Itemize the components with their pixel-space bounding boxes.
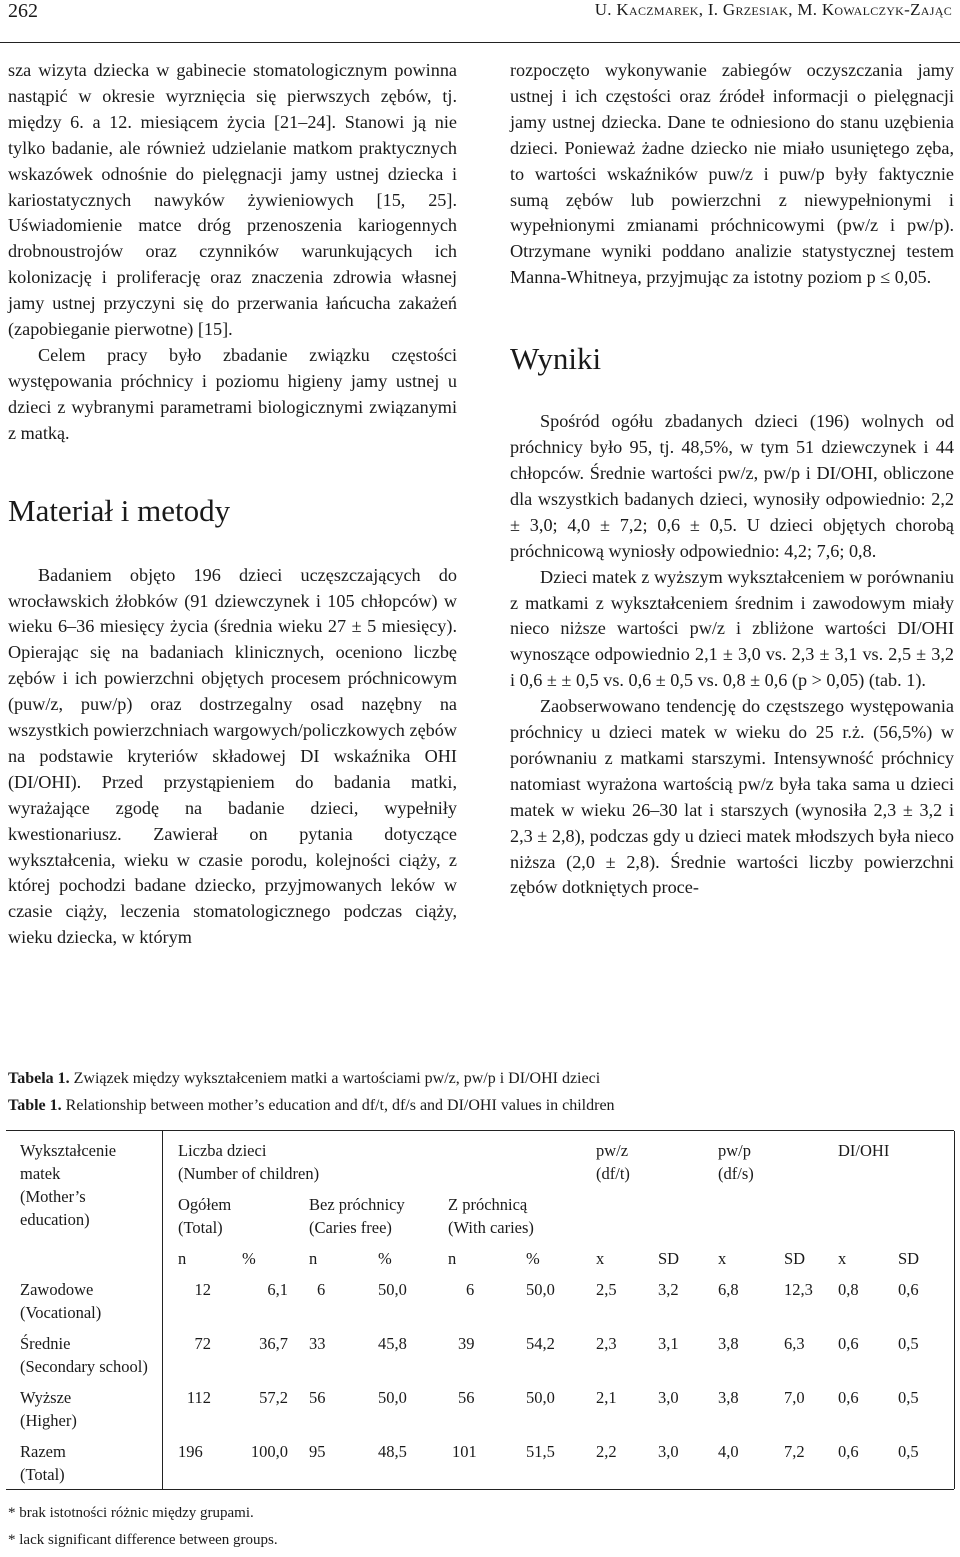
- table-cell: 95: [309, 1442, 326, 1461]
- table-cell: 50,0: [378, 1388, 407, 1407]
- header-cell: Bez próchnicy: [309, 1195, 405, 1214]
- table-cell: 3,1: [658, 1334, 679, 1353]
- table-cell: 4,0: [718, 1442, 739, 1461]
- header-cell: (Total): [178, 1218, 223, 1237]
- row-label: Średnie: [20, 1334, 71, 1353]
- table-cell: 57,2: [259, 1388, 288, 1407]
- table-cell: 51,5: [526, 1442, 555, 1461]
- header-cell: (With caries): [448, 1218, 534, 1237]
- running-head: U. Kaczmarek, I. Grzesiak, M. Kowalczyk-Zając: [594, 0, 952, 19]
- table-cell: 3,0: [658, 1388, 679, 1407]
- row-label: Razem: [20, 1442, 66, 1461]
- table-cell: 50,0: [526, 1280, 555, 1299]
- data-table: [6, 1130, 954, 1490]
- subheader-cell: x: [838, 1249, 847, 1268]
- table-divider: [954, 1131, 955, 1489]
- subheader-cell: %: [242, 1249, 256, 1268]
- header-cell: (df/s): [718, 1164, 754, 1183]
- table-cell: 36,7: [259, 1334, 288, 1353]
- table-cell: 54,2: [526, 1334, 555, 1353]
- table-cell: 2,1: [596, 1388, 617, 1407]
- row-label: (Total): [20, 1465, 65, 1484]
- table-cell: 48,5: [378, 1442, 407, 1461]
- table-cell: 0,6: [838, 1388, 859, 1407]
- subheader-cell: x: [718, 1249, 727, 1268]
- paragraph: Celem pracy było zbadanie związku częstości występowania próchnicy i poziomu higieny jamy ustnej u dzieci z wybranymi parametrami biologicznymi związanymi z matką.: [8, 344, 457, 443]
- subheader-cell: n: [448, 1249, 457, 1268]
- subheader-cell: x: [596, 1249, 605, 1268]
- caption-label: Tabela 1.: [8, 1070, 70, 1087]
- row-label: Zawodowe: [20, 1280, 94, 1299]
- row-label: Wyższe: [20, 1388, 72, 1407]
- table-cell: 0,5: [898, 1442, 919, 1461]
- header-cell: Z próchnicą: [448, 1195, 528, 1214]
- header-cell: (Mother’s: [20, 1187, 86, 1206]
- table-cell: 0,5: [898, 1334, 919, 1353]
- table-cell: 100,0: [250, 1442, 288, 1461]
- subheader-cell: %: [526, 1249, 540, 1268]
- table-cell: 56: [309, 1388, 326, 1407]
- table-cell: 6,1: [267, 1280, 288, 1299]
- header-cell: pw/p: [718, 1141, 751, 1160]
- table-cell: 0,6: [838, 1442, 859, 1461]
- table-cell: 50,0: [526, 1388, 555, 1407]
- table-cell: 0,6: [838, 1334, 859, 1353]
- header-cell: education): [20, 1210, 90, 1229]
- table-cell: 12,3: [784, 1280, 813, 1299]
- subheader-cell: n: [178, 1249, 187, 1268]
- section-heading-methods: Materiał i metody: [8, 492, 231, 528]
- header-rule: [0, 42, 960, 43]
- table-cell: 112: [186, 1388, 211, 1407]
- table-cell: 6,3: [784, 1334, 805, 1353]
- table-cell: 196: [178, 1442, 203, 1461]
- caption-text: Relationship between mother’s education and df/t, df/s and DI/OHI values in children: [65, 1097, 615, 1114]
- header-cell: (Number of children): [178, 1164, 320, 1183]
- caption-text: Związek między wykształceniem matki a wartościami pw/z, pw/p i DI/OHI dzieci: [73, 1070, 601, 1087]
- left-column: [8, 58, 457, 951]
- caption-label: Table 1.: [8, 1097, 62, 1114]
- row-label: (Secondary school): [20, 1357, 148, 1376]
- paragraph: rozpoczęto wykonywanie zabiegów oczyszczania jamy ustnej i ich częstości oraz źródeł informacji o pielęgnacji jamy ustnej dziecka. Dane te odniesiono do stanu uzębienia dzieci. Ponieważ żadne dziecko nie miało usuniętego zęba, to wartości wskaźników puw/z i puw/p były faktycznie sumą zębów lub powierzchni z niewypełnionymi i wypełnionymi zmianami próchnicowymi (pw/z i pw/p). Otrzymane wyniki poddano analizie statystycznej testem Manna-Whitneya, przyjmując za istotny poziom p ≤ 0,05.: [510, 60, 954, 288]
- subheader-cell: SD: [898, 1249, 920, 1268]
- header-cell: (Caries free): [309, 1218, 392, 1237]
- subheader-cell: SD: [784, 1249, 806, 1268]
- table-cell: 2,2: [596, 1442, 617, 1461]
- table-footnote-en: * lack significant difference between groups.: [8, 1532, 278, 1548]
- table-cell: 3,8: [718, 1334, 739, 1353]
- table-caption-pl: [8, 1070, 600, 1088]
- subheader-cell: n: [309, 1249, 318, 1268]
- page-number: 262: [8, 0, 38, 22]
- table-cell: 101: [452, 1442, 477, 1461]
- table-cell: 3,0: [658, 1442, 679, 1461]
- header-cell: (df/t): [596, 1164, 630, 1183]
- table-cell: 3,2: [658, 1280, 679, 1299]
- table-cell: 45,8: [378, 1334, 407, 1353]
- table-cell: 72: [194, 1334, 211, 1353]
- table-cell: 6: [466, 1280, 475, 1299]
- table-cell: 3,8: [718, 1388, 739, 1407]
- table-cell: 2,3: [596, 1334, 617, 1353]
- paragraph: Badaniem objęto 196 dzieci uczęszczających do wrocławskich żłobków (91 dziewczynek i 105 chłopców) w wieku 6–36 miesięcy życia (średnia wieku 27 ± 5 miesięcy). Opierając się na badaniach klinicznych, oceniono liczbę zębów i ich powierzchni objętych procesem próchnicowym (puw/z, puw/p) oraz dostrzegalny osad nazębny na wszystkich powierzchniach wargowych/policzkowych zębów na podstawie kryteriów składowej DI wskaźnika OHI (DI/OHI). Przed przystąpieniem do badania matki, wyrażające zgodę na badanie dzieci, wypełniły kwestionariusz. Zawierał on pytania dotyczące wykształcenia, wieku w czasie porodu, kolejności ciąży, z której pochodzi badane dziecko, przyjmowanych leków w czasie ciąży, leczenia stomatologicznego podczas ciąży, wieku dziecka, w którym: [8, 564, 457, 948]
- table-cell: 7,2: [784, 1442, 805, 1461]
- table-cell: 6: [317, 1280, 326, 1299]
- header-cell: Wykształcenie: [20, 1141, 117, 1160]
- subheader-cell: %: [378, 1249, 392, 1268]
- table-caption-en: [8, 1097, 615, 1115]
- paragraph: Spośród ogółu zbadanych dzieci (196) wolnych od próchnicy było 95, tj. 48,5%, w tym 51 dziewczynek i 44 chłopców. Średnie wartości pw/z, pw/p i DI/OHI, obliczone dla wszystkich badanych dzieci, wynosiły odpowiednio: 2,2 ± 3,0; 4,0 ± 7,2; 0,6 ± 0,5. U dzieci objętych chorobą próchnicową wyniosły odpowiednio: 4,2; 7,6; 0,8.: [510, 411, 954, 561]
- table-divider: [162, 1131, 163, 1489]
- table-footnote-pl: * brak istotności różnic między grupami.: [8, 1505, 254, 1521]
- table-cell: 50,0: [378, 1280, 407, 1299]
- right-column: [510, 58, 954, 901]
- table-cell: 2,5: [596, 1280, 617, 1299]
- table-cell: 56: [458, 1388, 475, 1407]
- table-cell: 0,5: [898, 1388, 919, 1407]
- header-cell: Ogółem: [178, 1195, 232, 1214]
- paragraph: Dzieci matek z wyższym wykształceniem w porównaniu z matkami z wykształceniem średnim i zawodowym miały nieco niższe wartości pw/z i zbliżone wartości DI/OHI wynoszące odpowiednio 2,1 ± 3,0 vs. 2,3 ± 3,1 vs. 2,5 ± 3,2 i 0,6 ± ± 0,5 vs. 0,6 ± 0,5 vs. 0,8 ± 0,6 (p > 0,05) (tab. 1).: [510, 566, 954, 691]
- paragraph: Zaobserwowano tendencję do częstszego występowania próchnicy u dzieci matek w wieku do 25 r.ż. (56,5%) w porównaniu z matkami starszymi. Intensywność próchnicy natomiast wyrażona wartością pw/z była taka sama u dzieci matek w wieku 26–30 lat i starszych (wynosiła 2,3 ± 3,2 i 2,3 ± 2,8), podczas gdy u dzieci matek młodszych była nieco niższa (2,0 ± 2,8). Średnie wartości liczby powierzchni zębów dotkniętych proce-: [510, 696, 954, 898]
- table-cell: 33: [309, 1334, 326, 1353]
- table-cell: 12: [194, 1280, 211, 1299]
- table-cell: 7,0: [784, 1388, 805, 1407]
- header-cell: Liczba dzieci: [178, 1141, 267, 1160]
- subheader-cell: SD: [658, 1249, 680, 1268]
- table-cell: 0,6: [898, 1280, 919, 1299]
- row-label: (Vocational): [20, 1303, 102, 1322]
- table-cell: 6,8: [718, 1280, 739, 1299]
- table-cell: 39: [458, 1334, 475, 1353]
- section-heading-results: Wyniki: [510, 341, 602, 377]
- paragraph: sza wizyta dziecka w gabinecie stomatologicznym powinna nastąpić w okresie wyrznięcia się pierwszych zębów, tj. między 6. a 12. miesiącem życia [21–24]. Stanowi ją nie tylko badanie, ale również udzielanie matkom praktycznych wskazówek odnośnie do pielęgnacji jamy ustnej dziecka i kariostatycznych nawyków żywieniowych [15, 25]. Uświadomienie matce dróg przenoszenia kariogennych drobnoustrojów oraz czynników warunkujących ich kolonizację i proliferację oraz znaczenia zdrowia własnej jamy ustnej przyczyni się do przerwania łańcucha zakażeń (zapobieganie pierwotne) [15].: [8, 60, 457, 340]
- header-cell: matek: [20, 1164, 61, 1183]
- header-cell: DI/OHI: [838, 1141, 890, 1160]
- row-label: (Higher): [20, 1411, 77, 1430]
- table-cell: 0,8: [838, 1280, 859, 1299]
- header-cell: pw/z: [596, 1141, 629, 1160]
